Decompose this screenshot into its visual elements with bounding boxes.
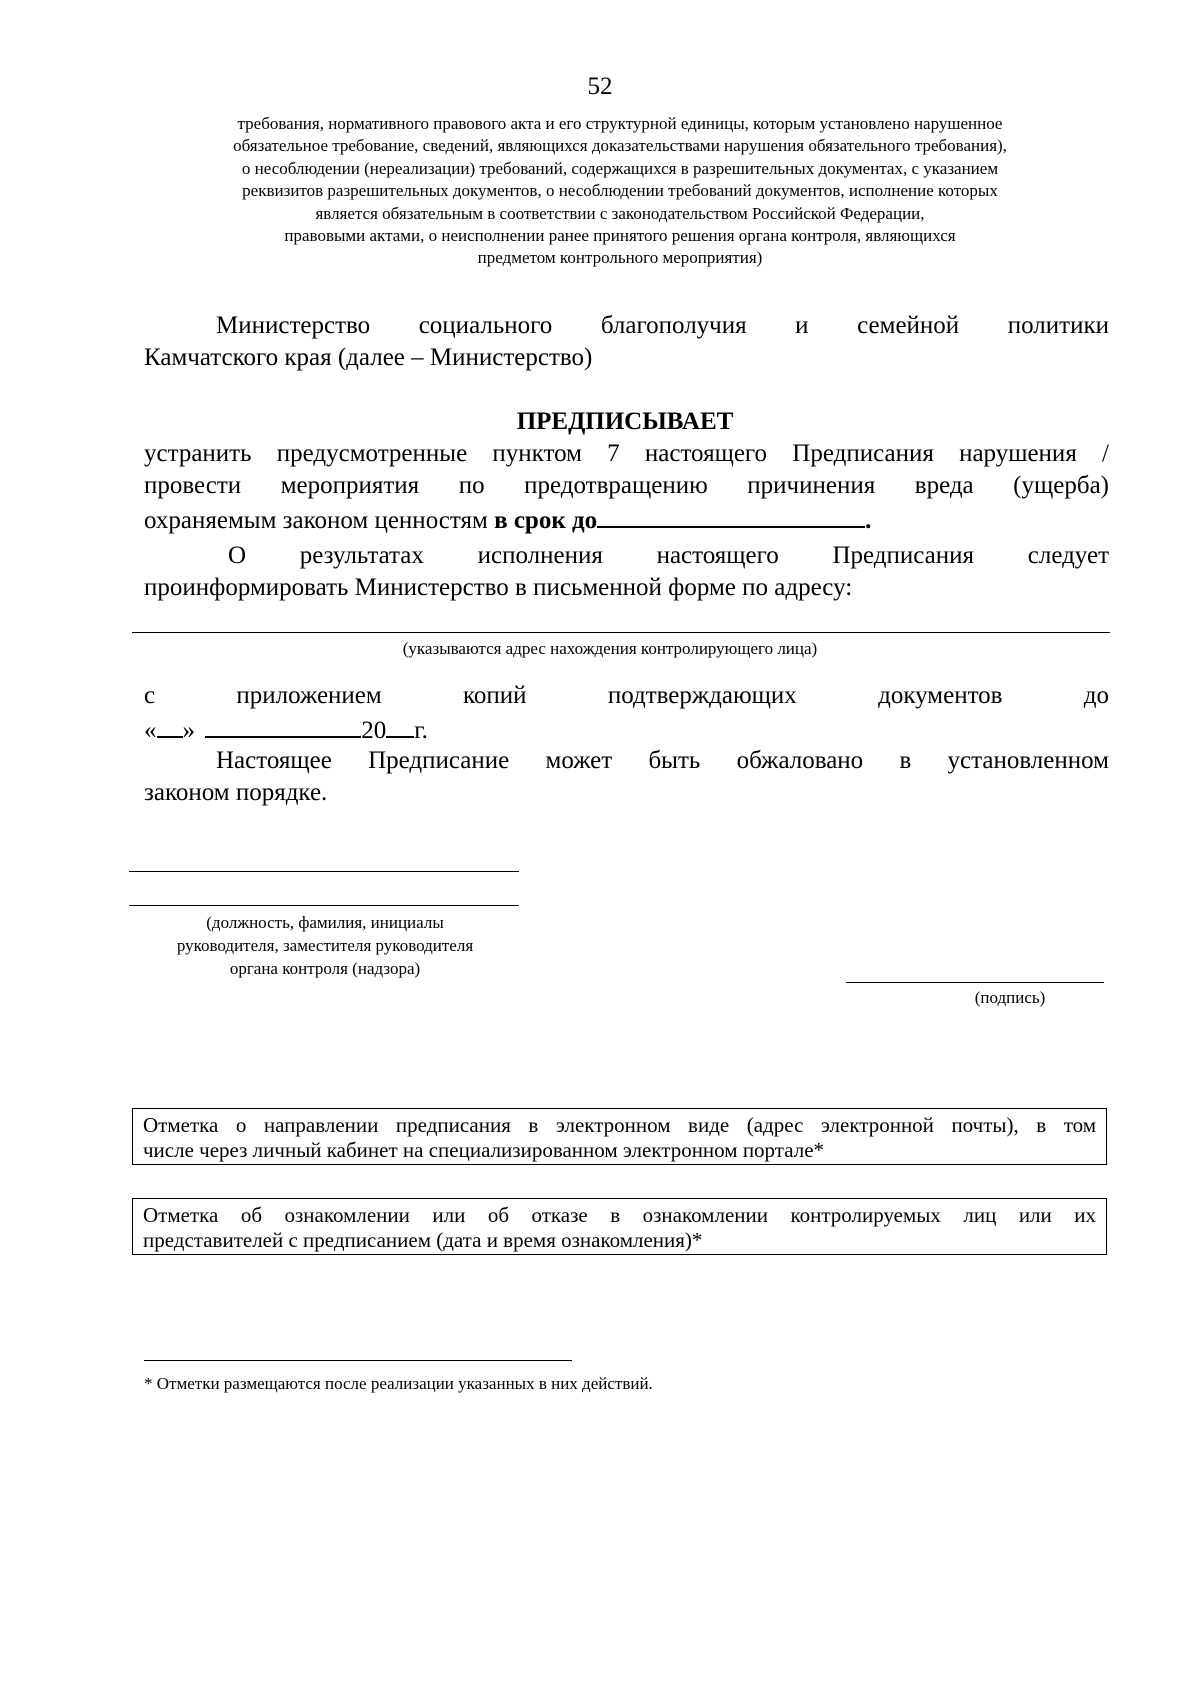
intro-line: является обязательным в соответствии с законодательством Российской Федерации, bbox=[315, 203, 925, 223]
footnote-separator bbox=[144, 1360, 572, 1361]
year-suffix: г. bbox=[414, 717, 428, 744]
intro-text bbox=[140, 113, 1100, 270]
deadline-period: . bbox=[865, 507, 872, 534]
position-caption bbox=[130, 911, 520, 980]
attachment-paragraph bbox=[144, 680, 1109, 747]
appeal-line-2: законом порядке. bbox=[144, 779, 328, 806]
position-caption-line: руководителя, заместителя руководителя bbox=[176, 936, 474, 955]
ministry-paragraph bbox=[144, 310, 1109, 374]
deadline-blank[interactable] bbox=[597, 502, 865, 528]
results-paragraph bbox=[144, 540, 1109, 604]
electronic-box-line-2: числе через личный кабинет на специализированном электронном портале* bbox=[143, 1138, 825, 1162]
ministry-line-2: Камчатского края (далее – Министерство) bbox=[144, 344, 593, 371]
intro-line: правовыми актами, о неисполнении ранее принятого решения органа контроля, являющихся bbox=[284, 226, 956, 246]
signature-line[interactable] bbox=[846, 982, 1104, 983]
order-line-2: провести мероприятия по предотвращению причинения вреда (ущерба) bbox=[144, 472, 1109, 499]
deadline-label: в срок до bbox=[494, 507, 598, 534]
order-line-1: устранить предусмотренные пунктом 7 настоящего Предписания нарушения / bbox=[144, 440, 1109, 467]
year-blank[interactable] bbox=[386, 712, 414, 738]
order-line-3-text: охраняемым законом ценностям bbox=[144, 507, 495, 534]
attachment-line-1: с приложением копий подтверждающих документов до bbox=[144, 682, 1109, 709]
page-number: 52 bbox=[587, 73, 613, 100]
appeal-line-1: Настоящее Предписание может быть обжаловано в установленном bbox=[216, 747, 1109, 774]
order-heading: ПРЕДПИСЫВАЕТ bbox=[516, 408, 734, 435]
footnote: * Отметки размещаются после реализации указанных в них действий. bbox=[144, 1374, 653, 1393]
ministry-line-1: Министерство социального благополучия и семейной политики bbox=[216, 312, 1109, 339]
results-line-1: О результатах исполнения настоящего Предписания следует bbox=[228, 542, 1109, 569]
position-caption-line: (должность, фамилия, инициалы bbox=[206, 913, 444, 932]
acquaintance-box-line-2: представителей с предписанием (дата и время ознакомления)* bbox=[143, 1228, 703, 1252]
attachment-date-line bbox=[144, 712, 1109, 747]
acquaintance-box-line-1: Отметка об ознакомлении или об отказе в ознакомлении контролируемых лиц или их bbox=[143, 1203, 1096, 1227]
acquaintance-box[interactable] bbox=[132, 1198, 1107, 1255]
results-line-2: проинформировать Министерство в письменной форме по адресу: bbox=[144, 574, 853, 601]
order-line-3 bbox=[144, 502, 1109, 537]
intro-line: о несоблюдении (нереализации) требований, содержащихся в разрешительных документах, с указанием bbox=[241, 158, 999, 178]
quote-open: « bbox=[144, 717, 157, 744]
electronic-delivery-box[interactable] bbox=[132, 1108, 1107, 1165]
intro-line: требования, нормативного правового акта и его структурной единицы, которым установлено нарушенное bbox=[237, 114, 1003, 133]
year-prefix: 20 bbox=[361, 717, 387, 744]
address-line[interactable] bbox=[132, 632, 1110, 633]
day-blank[interactable] bbox=[157, 712, 183, 738]
address-caption: (указываются адрес нахождения контролирующего лица) bbox=[402, 639, 818, 658]
appeal-paragraph bbox=[144, 745, 1109, 809]
position-line-1[interactable] bbox=[129, 871, 519, 872]
signature-caption: (подпись) bbox=[974, 988, 1046, 1007]
position-line-2[interactable] bbox=[129, 905, 519, 906]
quote-close: » bbox=[182, 717, 195, 744]
intro-line: предметом контрольного мероприятия) bbox=[477, 248, 763, 268]
month-blank[interactable] bbox=[205, 712, 361, 738]
position-caption-line: органа контроля (надзора) bbox=[229, 959, 421, 978]
order-paragraph bbox=[144, 438, 1109, 537]
intro-line: обязательное требование, сведений, являющихся доказательствами нарушения обязательного требования), bbox=[233, 136, 1007, 156]
electronic-box-line-1: Отметка о направлении предписания в электронном виде (адрес электронной почты), в том bbox=[143, 1113, 1096, 1137]
intro-line: реквизитов разрешительных документов, о несоблюдении требований документов, исполнение которых bbox=[242, 181, 998, 201]
